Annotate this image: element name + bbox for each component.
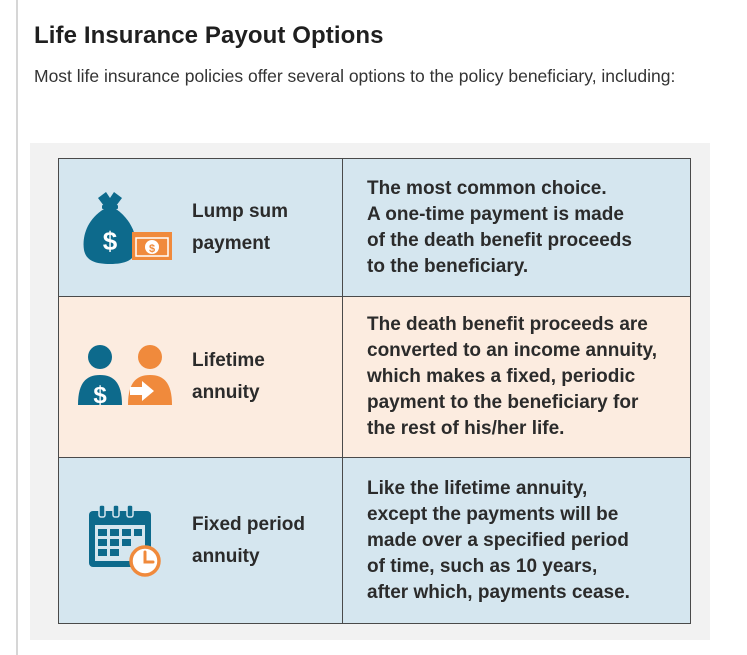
option-description-cell bbox=[343, 458, 691, 624]
option-row-lump-sum bbox=[59, 159, 691, 297]
option-title: Lump sum payment bbox=[192, 200, 289, 254]
option-description: The most common choice. A one-time payment is made of the death benefit proceeds to the beneficiary. bbox=[367, 177, 632, 277]
option-title: Fixed period annuity bbox=[192, 513, 305, 567]
option-label-cell bbox=[59, 297, 343, 458]
calendar-clock-icon bbox=[73, 501, 178, 581]
option-description: Like the lifetime annuity, except the payments will be made over a specified period of time, such as 10 years, after which, payments cease. bbox=[367, 477, 630, 603]
left-border-rule bbox=[16, 0, 18, 655]
option-label-cell bbox=[59, 159, 343, 297]
svg-text:$: $ bbox=[102, 225, 117, 256]
option-row-lifetime-annuity bbox=[59, 297, 691, 458]
option-description-cell bbox=[343, 297, 691, 458]
intro-paragraph: Most life insurance policies offer several options to the policy beneficiary, including: bbox=[34, 66, 676, 86]
option-description: The death benefit proceeds are converted to an income annuity, which makes a fixed, periodic payment to the beneficiary for the rest of his/her life. bbox=[367, 314, 657, 439]
option-description-cell bbox=[343, 159, 691, 297]
svg-text:$: $ bbox=[148, 242, 155, 255]
section-heading: Life Insurance Payout Options bbox=[34, 22, 384, 49]
option-row-fixed-period-annuity bbox=[59, 458, 691, 624]
option-title: Lifetime annuity bbox=[192, 350, 265, 403]
money-bag-icon bbox=[73, 188, 178, 268]
payout-options-table bbox=[58, 158, 691, 624]
people-transfer-icon bbox=[73, 343, 178, 411]
option-label-cell bbox=[59, 458, 343, 624]
svg-text:$: $ bbox=[92, 382, 107, 409]
